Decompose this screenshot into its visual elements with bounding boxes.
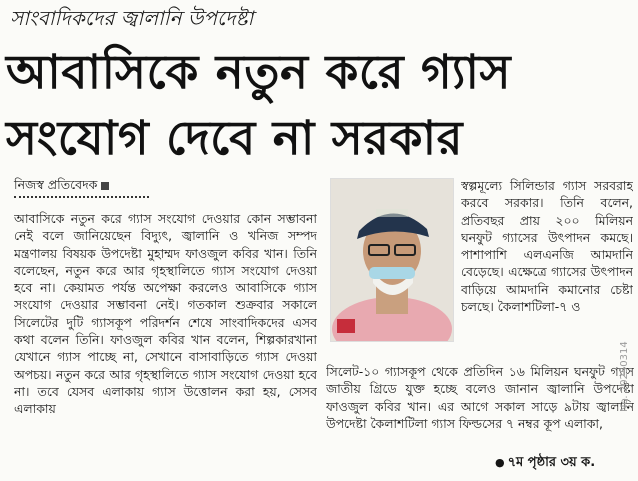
- left-column-text: আবাসিকে নতুন করে গ্যাস সংযোগ দেওয়ার কোন সম্ভাবনা নেই বলে জানিয়েছেন বিদ্যুৎ, জ্বালানি ও খনিজ সম্পদ মন্ত্রণালয় বিষয়ক উপদেষ্টা মুহাম্মদ ফাওজুল কবির খান। তিনি বলেছেন, নতুন করে আর গৃহস্থালিতে গ্যাস সংযোগ দেওয়া হবে না। কেয়ামত পর্যন্ত অপেক্ষা করলেও আবাসিকে গ্যাস সংযোগ দেওয়ার সম্ভাবনা নেই। গতকাল শুক্রবার সকালে সিলেটের দুটি গ্যাসকূপ পরিদর্শন শেষে সাংবাদিকদের এসব কথা বলেন তিনি। ফাওজুল কবির খান বলেন, শিল্পকারখানা যেখানে গ্যাস পাচ্ছে না, সেখানে বাসাবাড়িতে গ্যাস দেওয়া অপচয়। নতুন করে আর গৃহস্থালিতে গ্যাস সংযোগ দেওয়া হবে না। তবে যেসব এলাকায় গ্যাস উত্তোলন করা হয়, সেসব এলাকায়: [14, 211, 317, 417]
- continuation-label: ৭ম পৃষ্ঠার ৩য় ক.: [507, 455, 596, 470]
- byline: [14, 177, 109, 197]
- kicker: সাংবাদিকদের জ্বালানি উপদেষ্টা: [10, 6, 254, 30]
- portrait-image: [331, 179, 453, 341]
- dotted-divider: [14, 196, 149, 198]
- side-number: No. 20250314: [619, 341, 630, 412]
- right-column-text: স্বল্পমূল্যে সিলিন্ডার গ্যাস সরবরাহ করবে সরকার। তিনি বলেন, প্রতিবছর প্রায় ২০০ মিলিয়ন ঘনফুট গ্যাসের উৎপাদন কমছে। পাশাপাশি এলএনজি আমদানি বেড়েছে। এক্ষেত্রে গ্যাসের উৎপাদন বাড়িয়ে আমদানি কমানোর চেষ্টা চলছে। কৈলাশটিলা-৭ ও: [461, 178, 633, 315]
- headline-line-2: সংযোগ দেবে না সরকার: [6, 111, 464, 166]
- continuation-note: [495, 453, 595, 474]
- headline-line-1: আবাসিকে নতুন করে গ্যাস: [6, 45, 512, 100]
- bullet-icon: ●: [495, 456, 505, 469]
- adviser-photo: [330, 178, 454, 342]
- bottom-wide-text: সিলেট-১০ গ্যাসকূপ থেকে প্রতিদিন ১৬ মিলিয়ন ঘনফুট গ্যাস জাতীয় গ্রিডে যুক্ত হচ্ছে বলেও জানান জ্বালানি উপদেষ্টা ফাওজুল কবির খান। এর আগে সকাল সাড়ে ৯টায় জ্বালানি উপদেষ্টা কৈলাশটিলা গ্যাস ফিল্ডসের ৭ নম্বর কূপ এলাকা,: [326, 364, 634, 431]
- square-icon: [101, 182, 109, 190]
- byline-text: নিজস্ব প্রতিবেদক: [14, 177, 98, 192]
